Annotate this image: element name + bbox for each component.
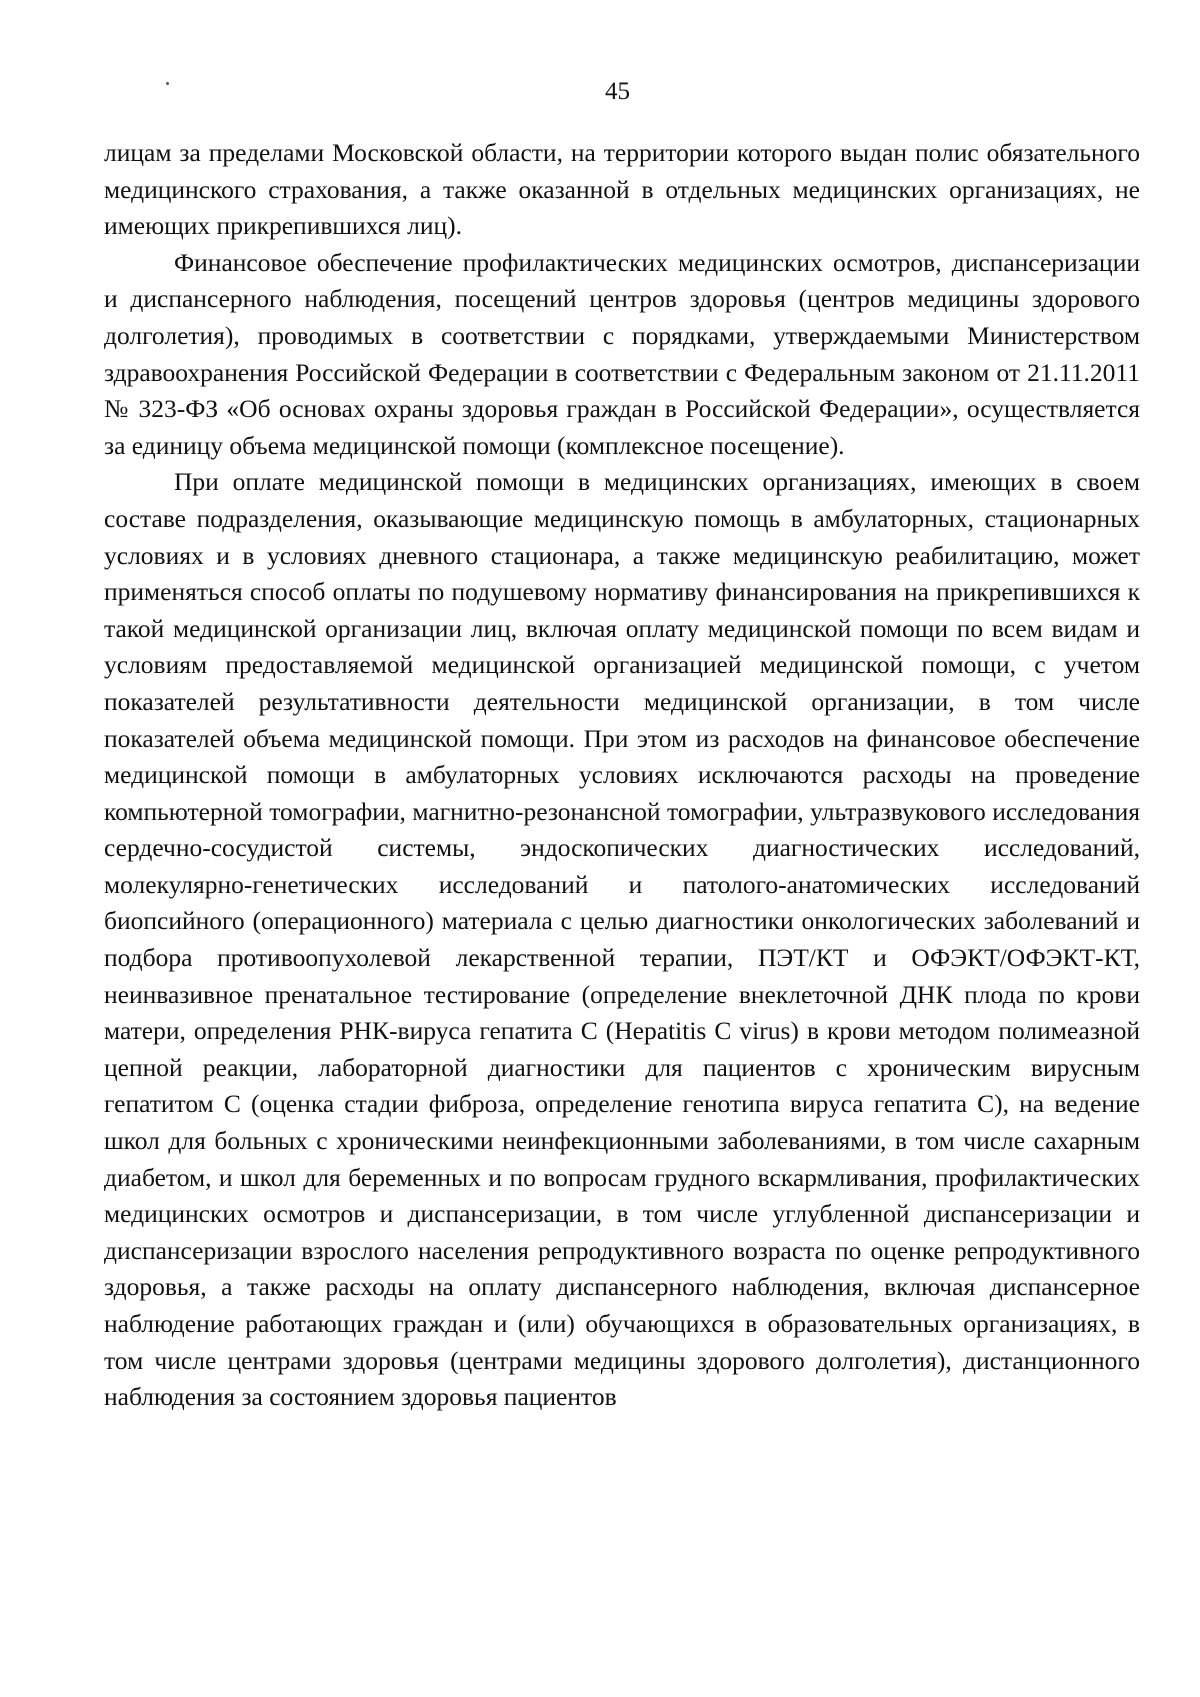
document-body bbox=[104, 135, 1140, 1416]
paragraph-financial-support: Финансовое обеспечение профилактических медицинских осмотров, диспансеризации и диспансерного наблюдения, посещений центров здоровья (центров медицины здорового долголетия), проводимых в соответствии с порядками, утверждаемыми Министерством здравоохранения Российской Федерации в соответствии с Федеральным законом от 21.11.2011 № 323-ФЗ «Об основах охраны здоровья граждан в Российской Федерации», осуществляется за единицу объема медицинской помощи (комплексное посещение). bbox=[104, 247, 1140, 460]
page-number: 45 bbox=[605, 78, 630, 105]
paragraph-payment-method: При оплате медицинской помощи в медицинских организациях, имеющих в своем составе подразделения, оказывающие медицинскую помощь в амбулаторных, стационарных условиях и в условиях дневного стационара, а также медицинскую реабилитацию, может применяться способ оплаты по подушевому нормативу финансирования на прикрепившихся к такой медицинской организации лиц, включая оплату медицинской помощи по всем видам и условиям предоставляемой медицинской организацией медицинской помощи, с учетом показателей результативности деятельности медицинской организации, в том числе показателей объема медицинской помощи. При этом из расходов на финансовое обеспечение медицинской помощи в амбулаторных условиях исключаются расходы на проведение компьютерной томографии, магнитно-резонансной томографии, ультразвукового исследования сердечно-сосудистой системы, эндоскопических диагностических исследований, молекулярно-генетических исследований и патолого-анатомических исследований биопсийного (операционного) материала с целью диагностики онкологических заболеваний и подбора противоопухолевой лекарственной терапии, ПЭТ/КТ и ОФЭКТ/ОФЭКТ-КТ, неинвазивное пренатальное тестирование (определение внеклеточной ДНК плода по крови матери, определения РНК-вируса гепатита С (Hepatitis C virus) в крови методом полимеазной цепной реакции, лабораторной диагностики для пациентов с хроническим вирусным гепатитом С (оценка стадии фиброза, определение генотипа вируса гепатита С), на ведение школ для больных с хроническими неинфекционными заболеваниями, в том числе сахарным диабетом, и школ для беременных и по вопросам грудного вскармливания, профилактических медицинских осмотров и диспансеризации, в том числе углубленной диспансеризации и диспансеризации взрослого населения репродуктивного возраста по оценке репродуктивного здоровья, а также расходы на оплату диспансерного наблюдения, включая диспансерное наблюдение работающих граждан и (или) обучающихся в образовательных организациях, в том числе центрами здоровья (центрами медицины здорового долголетия), дистанционного наблюдения за состоянием здоровья пациентов bbox=[104, 467, 1140, 1412]
paragraph-continuation: лицам за пределами Московской области, на территории которого выдан полис обязательного медицинского страхования, а также оказанной в отдельных медицинских организациях, не имеющих прикрепившихся лиц). bbox=[104, 138, 1140, 241]
